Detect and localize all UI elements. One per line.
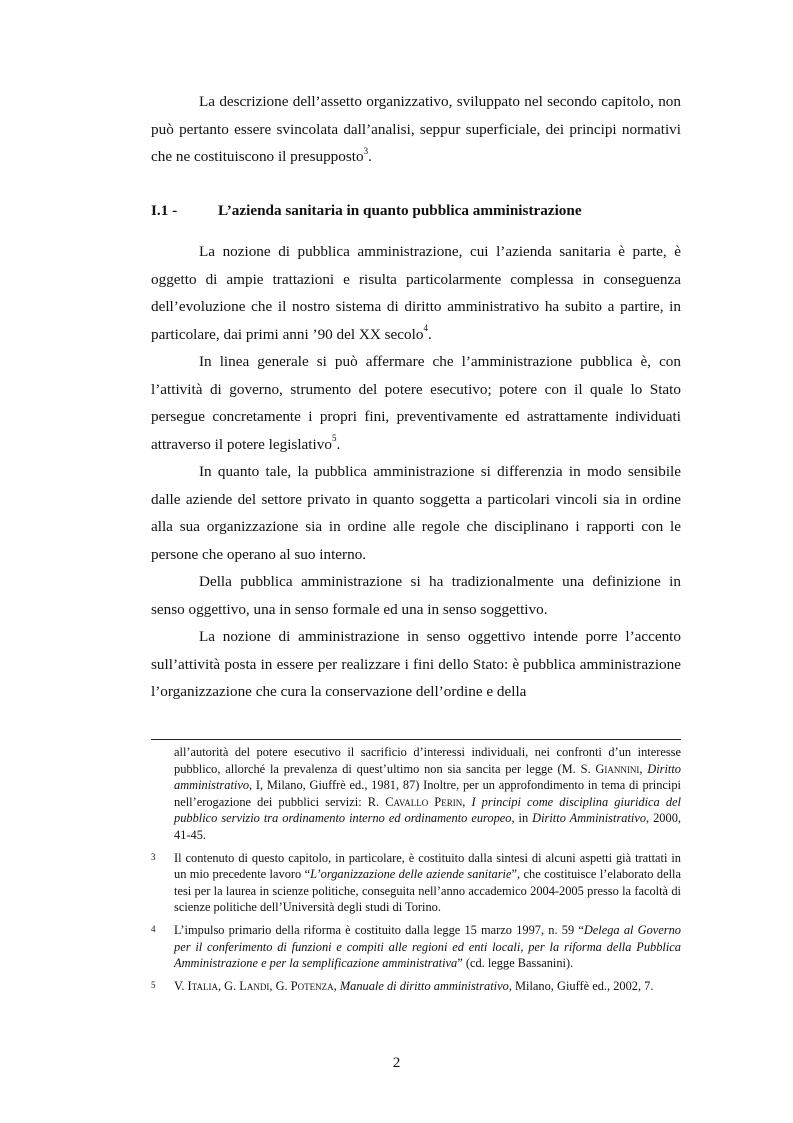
footnote-text: V. Italia, G. Landi, G. Potenza, Manuale di diritto amministrativo, Milano, Giuffè ed., 2002, 7. — [174, 978, 654, 993]
main-text — [151, 88, 681, 706]
page-number: 2 — [392, 1054, 401, 1071]
footnote-text: L’impulso primario della riforma è costituito dalla legge 15 marzo 1997, n. 59 “Delega al Governo per il conferimento di funzioni e compiti alle regioni ed enti locali, per la riforma della Pubblica Amministrazione e per la semplificazione amministrativa” (cd. legge Bassanini). — [174, 922, 682, 971]
paragraph-text: La nozione di pubblica amministrazione, cui l’azienda sanitaria è parte, è oggetto di ampie trattazioni e risulta particolarmente complessa in conseguenza dell’evoluzione che il nostro sistema di diritto amministrativo ha subito a partire, in particolare, dai primi anni ’90 del XX secolo — [151, 243, 681, 343]
paragraph — [151, 238, 681, 348]
footnote-ref[interactable]: 4 — [423, 323, 428, 334]
footnote-ref[interactable]: 3 — [363, 145, 369, 156]
paragraph-text: . — [427, 325, 432, 343]
footnote-mark: 4 — [151, 923, 156, 934]
paragraph — [151, 348, 681, 458]
paragraph-text: . — [368, 148, 372, 165]
footnote-text: Il contenuto di questo capitolo, in particolare, è costituito dalla sintesi di alcuni aspetti già trattati in un mio precedente lavoro “L’organizzazione delle aziende sanitarie”, che costituisce l’elaborato della tesi per la laurea in scienze politiche, conseguita nell’anno accademico 2004-2005 presso la facoltà di scienze politiche dell’Università degli studi di Torino. — [174, 850, 681, 915]
footnote-continued — [151, 744, 681, 844]
footnote-mark — [151, 744, 174, 844]
footnote-text: all’autorità del potere esecutivo il sacrificio d’interessi individuali, nei confronti d’un interesse pubblico, allorché la prevalenza di quest’ultimo non sia sancita per legge (M. S. Giannini, Diritto amministrativo, I, Milano, Giuffrè ed., 1981, 87) Inoltre, per un approfondimento in tema di principi nell’erogazione dei pubblici servizi: R. Cavallo Perin, I principi come disciplina giuridica del pubblico servizio tra ordinamento interno ed ordinamento europeo, in Diritto Amministrativo, 2000, 41-45. — [174, 745, 681, 842]
footnote-3 — [151, 850, 681, 916]
paragraph: Della pubblica amministrazione si ha tradizionalmente una definizione in senso oggettivo, una in senso formale ed una in senso soggettivo. — [151, 573, 681, 618]
footnote-4 — [151, 922, 681, 972]
section-title: L’azienda sanitaria in quanto pubblica amministrazione — [218, 201, 582, 219]
footnote-mark: 5 — [151, 979, 156, 990]
section-number: I.1 - — [151, 201, 178, 219]
footnote-mark: 3 — [151, 851, 156, 862]
paragraph — [151, 88, 681, 171]
footnotes — [151, 744, 681, 1000]
paragraph-text: La descrizione dell’assetto organizzativo, sviluppato nel secondo capitolo, non può pertanto essere svincolata dall’analisi, seppur superficiale, dei principi normativi che ne costituiscono il presupposto — [151, 93, 681, 165]
footnote-5 — [151, 978, 681, 995]
paragraph-text: . — [336, 435, 341, 453]
footnote-ref[interactable]: 5 — [331, 433, 337, 444]
section-heading — [151, 197, 681, 225]
paragraph-text: In linea generale si può affermare che l’amministrazione pubblica è, con l’attività di governo, strumento del potere esecutivo; potere con il quale lo Stato persegue concretamente i propri fini, preventivamente ed astrattamente individuati attraverso il potere legislativo — [151, 353, 681, 453]
footnote-separator — [151, 739, 681, 740]
paragraph: In quanto tale, la pubblica amministrazione si differenzia in modo sensibile dalle aziende del settore privato in quanto soggetta a particolari vincoli sia in ordine alla sua organizzazione sia in ordine alle regole che disciplinano i rapporti con le persone che operano al suo interno. — [151, 463, 681, 563]
paragraph: La nozione di amministrazione in senso oggettivo intende porre l’accento sull’attività posta in essere per realizzare i fini dello Stato: è pubblica amministrazione l’organizzazione che cura la conservazione dell’ordine e della — [151, 628, 681, 700]
